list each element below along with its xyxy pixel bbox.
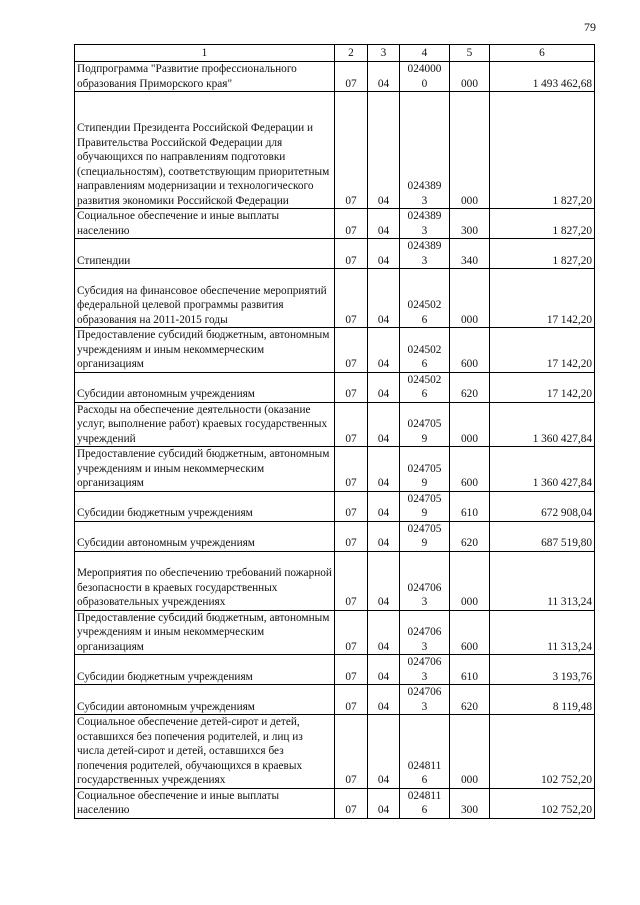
target-article-code-part1: 024811 — [407, 789, 442, 802]
expense-type-code: 620 — [450, 685, 490, 715]
target-article-code-part1: 024502 — [407, 373, 442, 386]
table-row — [75, 92, 595, 209]
table-row — [75, 491, 595, 521]
header-row — [75, 45, 595, 62]
target-article-code-part1: 024706 — [407, 626, 442, 638]
section-code: 07 — [335, 402, 368, 447]
target-article-code-part1: 024706 — [407, 656, 442, 668]
row-name: Субсидии автономным учреждениям — [75, 685, 335, 715]
section-code: 07 — [335, 269, 368, 328]
table-row — [75, 402, 595, 447]
section-code: 07 — [335, 209, 368, 239]
target-article-code-part2: 9 — [421, 537, 428, 549]
section-code: 07 — [335, 92, 368, 209]
target-article-code-part1: 024502 — [407, 299, 442, 311]
table-body — [75, 62, 595, 819]
row-name: Субсидии бюджетным учреждениям — [75, 655, 335, 685]
target-article-code — [400, 62, 450, 92]
target-article-code — [400, 402, 450, 447]
table-row — [75, 328, 595, 373]
table-row — [75, 521, 595, 551]
target-article-code — [400, 788, 450, 818]
subsection-code: 04 — [368, 62, 400, 92]
subsection-code: 04 — [368, 239, 400, 269]
target-article-code — [400, 372, 450, 402]
target-article-code-part2: 3 — [421, 700, 428, 713]
expense-type-code: 610 — [450, 655, 490, 685]
amount: 3 193,76 — [490, 655, 595, 685]
row-name: Стипендии — [75, 239, 335, 269]
target-article-code-part2: 3 — [421, 596, 428, 608]
amount: 17 142,20 — [490, 328, 595, 373]
column-header: 5 — [450, 45, 490, 62]
target-article-code-part2: 9 — [421, 477, 428, 489]
section-code: 07 — [335, 788, 368, 818]
target-article-code-part1: 024811 — [407, 759, 442, 772]
expense-type-code: 600 — [450, 447, 490, 492]
expense-type-code: 300 — [450, 788, 490, 818]
section-code: 07 — [335, 685, 368, 715]
section-code: 07 — [335, 62, 368, 92]
section-code: 07 — [335, 239, 368, 269]
amount: 11 313,24 — [490, 610, 595, 655]
amount: 687 519,80 — [490, 521, 595, 551]
expense-type-code: 300 — [450, 209, 490, 239]
column-header: 1 — [75, 45, 335, 62]
expense-type-code: 600 — [450, 610, 490, 655]
row-name: Социальное обеспечение и иные выплаты населению — [75, 209, 335, 239]
target-article-code-part2: 6 — [421, 804, 428, 816]
expense-type-code: 340 — [450, 239, 490, 269]
target-article-code — [400, 521, 450, 551]
budget-table — [74, 44, 595, 819]
amount: 1 360 427,84 — [490, 402, 595, 447]
amount: 1 493 462,68 — [490, 62, 595, 92]
column-header: 6 — [490, 45, 595, 62]
row-name: Расходы на обеспечение деятельности (оказание услуг, выполнение работ) краевых государственных учреждений — [75, 402, 335, 447]
section-code: 07 — [335, 551, 368, 610]
target-article-code-part1: 024000 — [407, 63, 442, 75]
amount: 8 119,48 — [490, 685, 595, 715]
subsection-code: 04 — [368, 269, 400, 328]
subsection-code: 04 — [368, 372, 400, 402]
amount: 11 313,24 — [490, 551, 595, 610]
subsection-code: 04 — [368, 610, 400, 655]
subsection-code: 04 — [368, 685, 400, 715]
target-article-code-part2: 3 — [421, 640, 428, 653]
target-article-code-part2: 3 — [421, 254, 428, 267]
target-article-code-part2: 9 — [421, 507, 428, 519]
table-row — [75, 551, 595, 610]
row-name: Предоставление субсидий бюджетным, автономным учреждениям и иным некоммерческим организациям — [75, 328, 335, 373]
section-code: 07 — [335, 372, 368, 402]
expense-type-code: 620 — [450, 372, 490, 402]
amount: 1 360 427,84 — [490, 447, 595, 492]
subsection-code: 04 — [368, 521, 400, 551]
target-article-code — [400, 269, 450, 328]
row-name: Подпрограмма "Развитие профессионального образования Приморского края" — [75, 62, 335, 92]
subsection-code: 04 — [368, 209, 400, 239]
amount: 102 752,20 — [490, 715, 595, 789]
subsection-code: 04 — [368, 328, 400, 373]
expense-type-code: 620 — [450, 521, 490, 551]
target-article-code-part2: 9 — [421, 432, 428, 445]
subsection-code: 04 — [368, 715, 400, 789]
table-row — [75, 269, 595, 328]
target-article-code — [400, 209, 450, 239]
target-article-code-part2: 3 — [421, 670, 428, 683]
target-article-code — [400, 610, 450, 655]
amount: 672 908,04 — [490, 491, 595, 521]
column-header: 3 — [368, 45, 400, 62]
target-article-code — [400, 447, 450, 492]
row-name: Предоставление субсидий бюджетным, автономным учреждениям и иным некоммерческим организациям — [75, 610, 335, 655]
expense-type-code: 600 — [450, 328, 490, 373]
target-article-code-part1: 024389 — [407, 180, 442, 192]
subsection-code: 04 — [368, 92, 400, 209]
amount: 1 827,20 — [490, 209, 595, 239]
subsection-code: 04 — [368, 491, 400, 521]
table-row — [75, 685, 595, 715]
amount: 1 827,20 — [490, 239, 595, 269]
table-row — [75, 788, 595, 818]
section-code: 07 — [335, 655, 368, 685]
section-code: 07 — [335, 491, 368, 521]
target-article-code-part2: 6 — [421, 774, 428, 786]
column-header: 2 — [335, 45, 368, 62]
target-article-code-part1: 024705 — [407, 418, 442, 430]
table-row — [75, 655, 595, 685]
page-number: 79 — [584, 20, 596, 34]
row-name: Предоставление субсидий бюджетным, автономным учреждениям и иным некоммерческим организациям — [75, 447, 335, 492]
expense-type-code: 000 — [450, 715, 490, 789]
table-row — [75, 372, 595, 402]
target-article-code — [400, 491, 450, 521]
target-article-code — [400, 551, 450, 610]
amount: 102 752,20 — [490, 788, 595, 818]
table-row — [75, 715, 595, 789]
target-article-code — [400, 92, 450, 209]
section-code: 07 — [335, 715, 368, 789]
target-article-code — [400, 655, 450, 685]
subsection-code: 04 — [368, 655, 400, 685]
row-name: Субсидия на финансовое обеспечение мероприятий федеральной целевой программы развития образования на 2011-2015 годы — [75, 269, 335, 328]
table-row — [75, 610, 595, 655]
expense-type-code: 000 — [450, 551, 490, 610]
row-name: Субсидии автономным учреждениям — [75, 372, 335, 402]
row-name: Социальное обеспечение детей-сирот и детей, оставшихся без попечения родителей, и лиц из числа детей-сирот и детей, оставшихся без попечения родителей, обучающихся в краевых государственных учреждениях — [75, 715, 335, 789]
table-row — [75, 209, 595, 239]
section-code: 07 — [335, 328, 368, 373]
target-article-code-part1: 024389 — [407, 240, 442, 252]
target-article-code-part2: 6 — [421, 313, 428, 326]
target-article-code-part2: 6 — [421, 358, 428, 370]
table-row — [75, 447, 595, 492]
amount: 17 142,20 — [490, 269, 595, 328]
column-header: 4 — [400, 45, 450, 62]
expense-type-code: 000 — [450, 92, 490, 209]
target-article-code-part1: 024705 — [407, 462, 442, 475]
target-article-code-part1: 024705 — [407, 522, 442, 535]
row-name: Социальное обеспечение и иные выплаты населению — [75, 788, 335, 818]
expense-type-code: 000 — [450, 269, 490, 328]
section-code: 07 — [335, 521, 368, 551]
target-article-code — [400, 239, 450, 269]
expense-type-code: 000 — [450, 62, 490, 92]
row-name: Субсидии автономным учреждениям — [75, 521, 335, 551]
subsection-code: 04 — [368, 551, 400, 610]
row-name: Стипендии Президента Российской Федерации и Правительства Российской Федерации для обучающихся по направлениям подготовки (специальностям), соответствующим приоритетным направлениям модернизации и технологического развития экономики Российской Федерации — [75, 92, 335, 209]
target-article-code-part1: 024706 — [407, 686, 442, 698]
table-row — [75, 62, 595, 92]
target-article-code — [400, 685, 450, 715]
target-article-code-part1: 024502 — [407, 343, 442, 356]
row-name: Мероприятия по обеспечению требований пожарной безопасности в краевых государственных образовательных учреждениях — [75, 551, 335, 610]
section-code: 07 — [335, 610, 368, 655]
target-article-code-part1: 024706 — [407, 581, 442, 594]
target-article-code — [400, 715, 450, 789]
amount: 1 827,20 — [490, 92, 595, 209]
target-article-code — [400, 328, 450, 373]
subsection-code: 04 — [368, 447, 400, 492]
target-article-code-part2: 3 — [421, 194, 428, 207]
target-article-code-part1: 024705 — [407, 492, 442, 505]
subsection-code: 04 — [368, 402, 400, 447]
table-row — [75, 239, 595, 269]
section-code: 07 — [335, 447, 368, 492]
target-article-code-part1: 024389 — [407, 210, 442, 222]
target-article-code-part2: 6 — [421, 388, 428, 400]
target-article-code-part2: 0 — [421, 77, 428, 90]
amount: 17 142,20 — [490, 372, 595, 402]
target-article-code-part2: 3 — [421, 224, 428, 237]
subsection-code: 04 — [368, 788, 400, 818]
expense-type-code: 000 — [450, 402, 490, 447]
expense-type-code: 610 — [450, 491, 490, 521]
row-name: Субсидии бюджетным учреждениям — [75, 491, 335, 521]
